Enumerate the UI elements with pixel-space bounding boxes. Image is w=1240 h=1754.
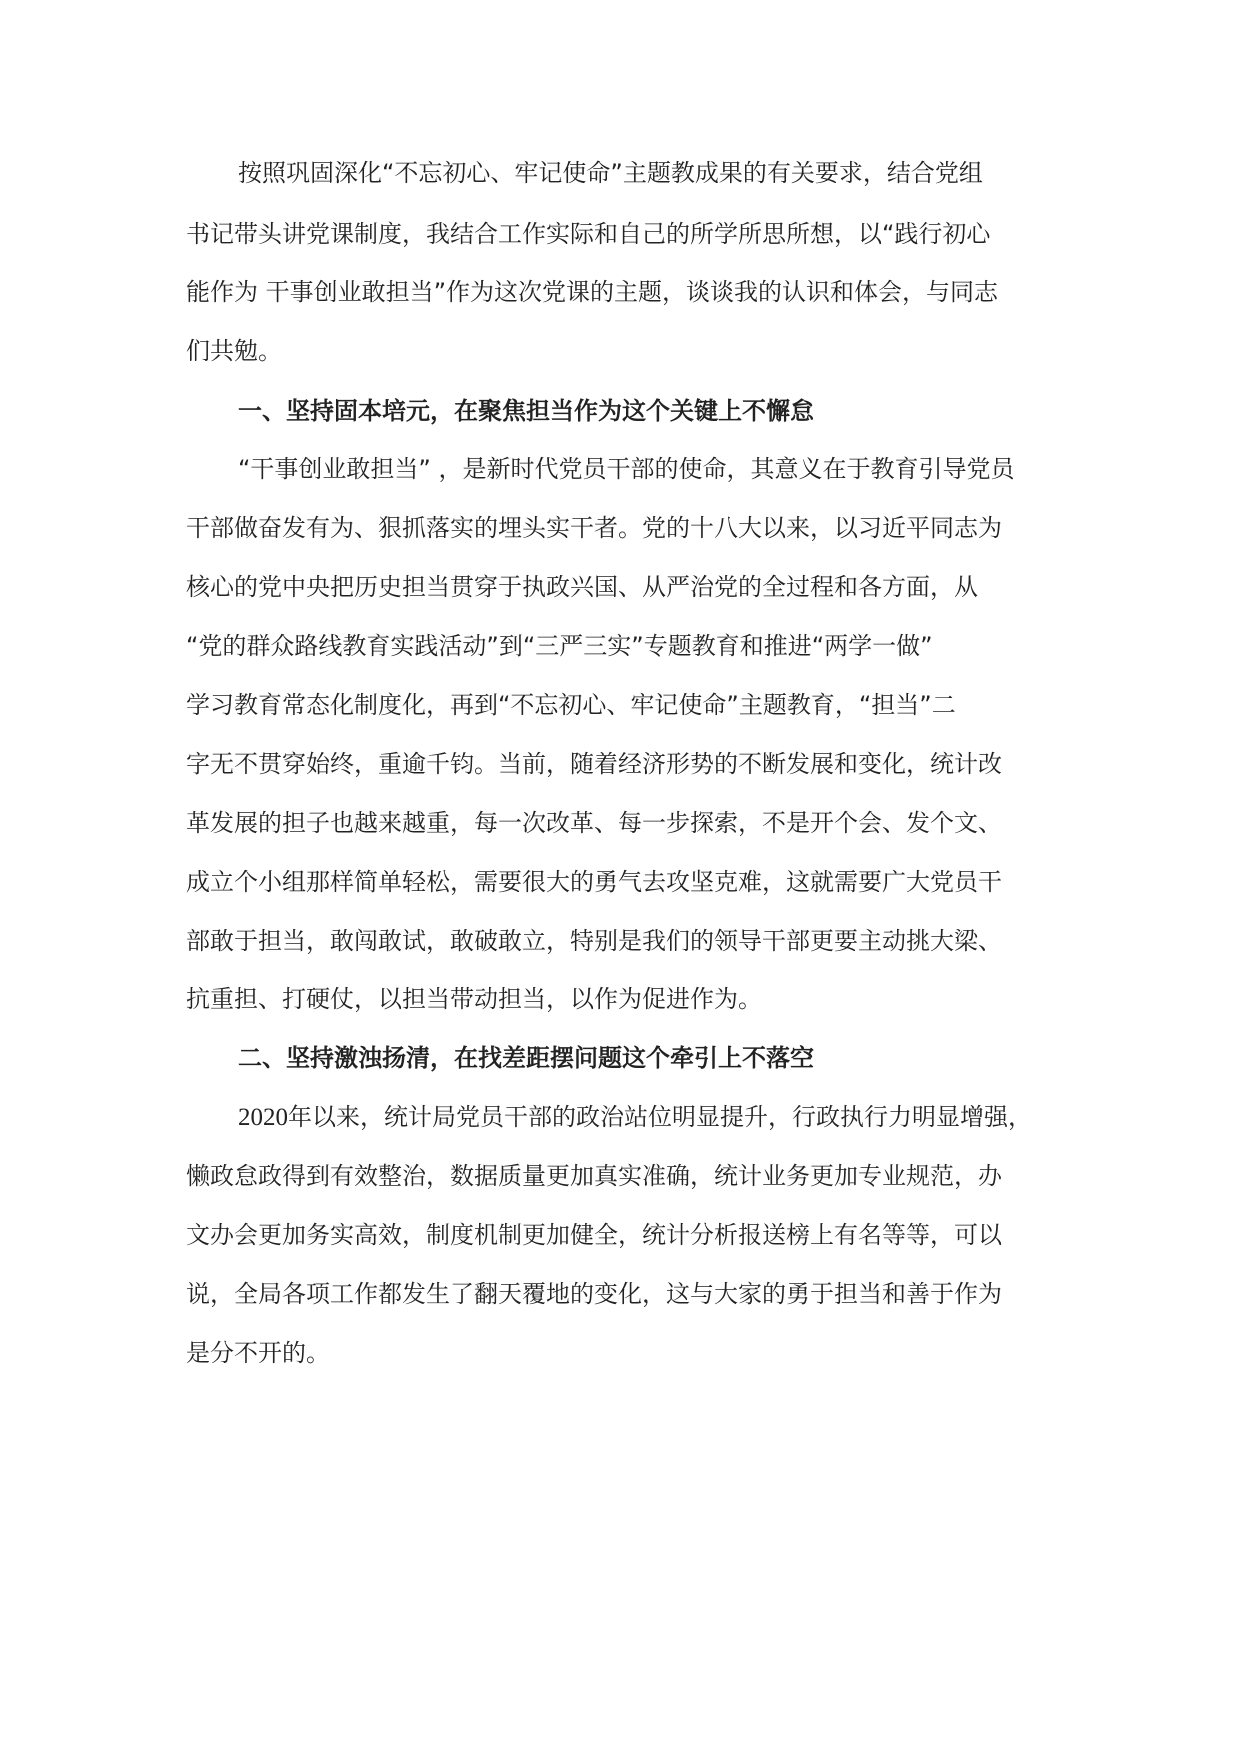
section1-line-6: 字无不贯穿始终，重逾千钧。当前，随着经济形势的不断发展和变化，统计改: [186, 750, 1002, 778]
section2-line-4: 说，全局各项工作都发生了翻天覆地的变化，这与大家的勇于担当和善于作为: [186, 1280, 1002, 1308]
section1-line-10: 抗重担、打硬仗，以担当带动担当，以作为促进作为。: [186, 985, 762, 1013]
intro-line-2: 书记带头讲党课制度，我结合工作实际和自己的所学所思所想，以“践行初心: [186, 220, 991, 248]
section1-line-4: “党的群众路线教育实践活动”到“三严三实”专题教育和推进“两学一做”: [186, 632, 933, 660]
section1-line-7: 革发展的担子也越来越重，每一次改革、每一步探索，不是开个会、发个文、: [186, 809, 1002, 837]
intro-line-1: 按照巩固深化“不忘初心、牢记使命”主题教成果的有关要求，结合党组: [238, 159, 983, 187]
section2-line-1-text: 年以来，统计局党员干部的政治站位明显提升，行政执行力明显增强，: [288, 1103, 1032, 1131]
section2-line-2: 懒政怠政得到有效整治，数据质量更加真实准确，统计业务更加专业规范，办: [186, 1162, 1002, 1190]
year-number: 2020: [238, 1104, 288, 1131]
section1-heading: 一、坚持固本培元，在聚焦担当作为这个关键上不懈怠: [238, 397, 814, 425]
section1-line-3: 核心的党中央把历史担当贯穿于执政兴国、从严治党的全过程和各方面，从: [186, 573, 978, 601]
section2-heading: 二、坚持激浊扬清，在找差距摆问题这个牵引上不落空: [238, 1044, 814, 1072]
section1-line-8: 成立个小组那样简单轻松，需要很大的勇气去攻坚克难，这就需要广大党员干: [186, 868, 1002, 896]
section1-line-2: 干部做奋发有为、狠抓落实的埋头实干者。党的十八大以来，以习近平同志为: [186, 514, 1002, 542]
section2-line-3: 文办会更加务实高效，制度机制更加健全，统计分析报送榜上有名等等，可以: [186, 1221, 1002, 1249]
section2-line-5: 是分不开的。: [186, 1339, 330, 1367]
section2-line-1: [238, 1097, 1032, 1137]
intro-line-3: 能作为 干事创业敢担当”作为这次党课的主题，谈谈我的认识和体会，与同志: [186, 278, 999, 306]
section1-line-1: “干事创业敢担当” ，是新时代党员干部的使命，其意义在于教育引导党员: [238, 455, 1015, 483]
section1-line-9: 部敢于担当，敢闯敢试，敢破敢立，特别是我们的领导干部更要主动挑大梁、: [186, 927, 1002, 955]
section1-line-5: 学习教育常态化制度化，再到“不忘初心、牢记使命”主题教育，“担当”二: [186, 691, 956, 719]
intro-line-4: 们共勉。: [186, 337, 282, 365]
